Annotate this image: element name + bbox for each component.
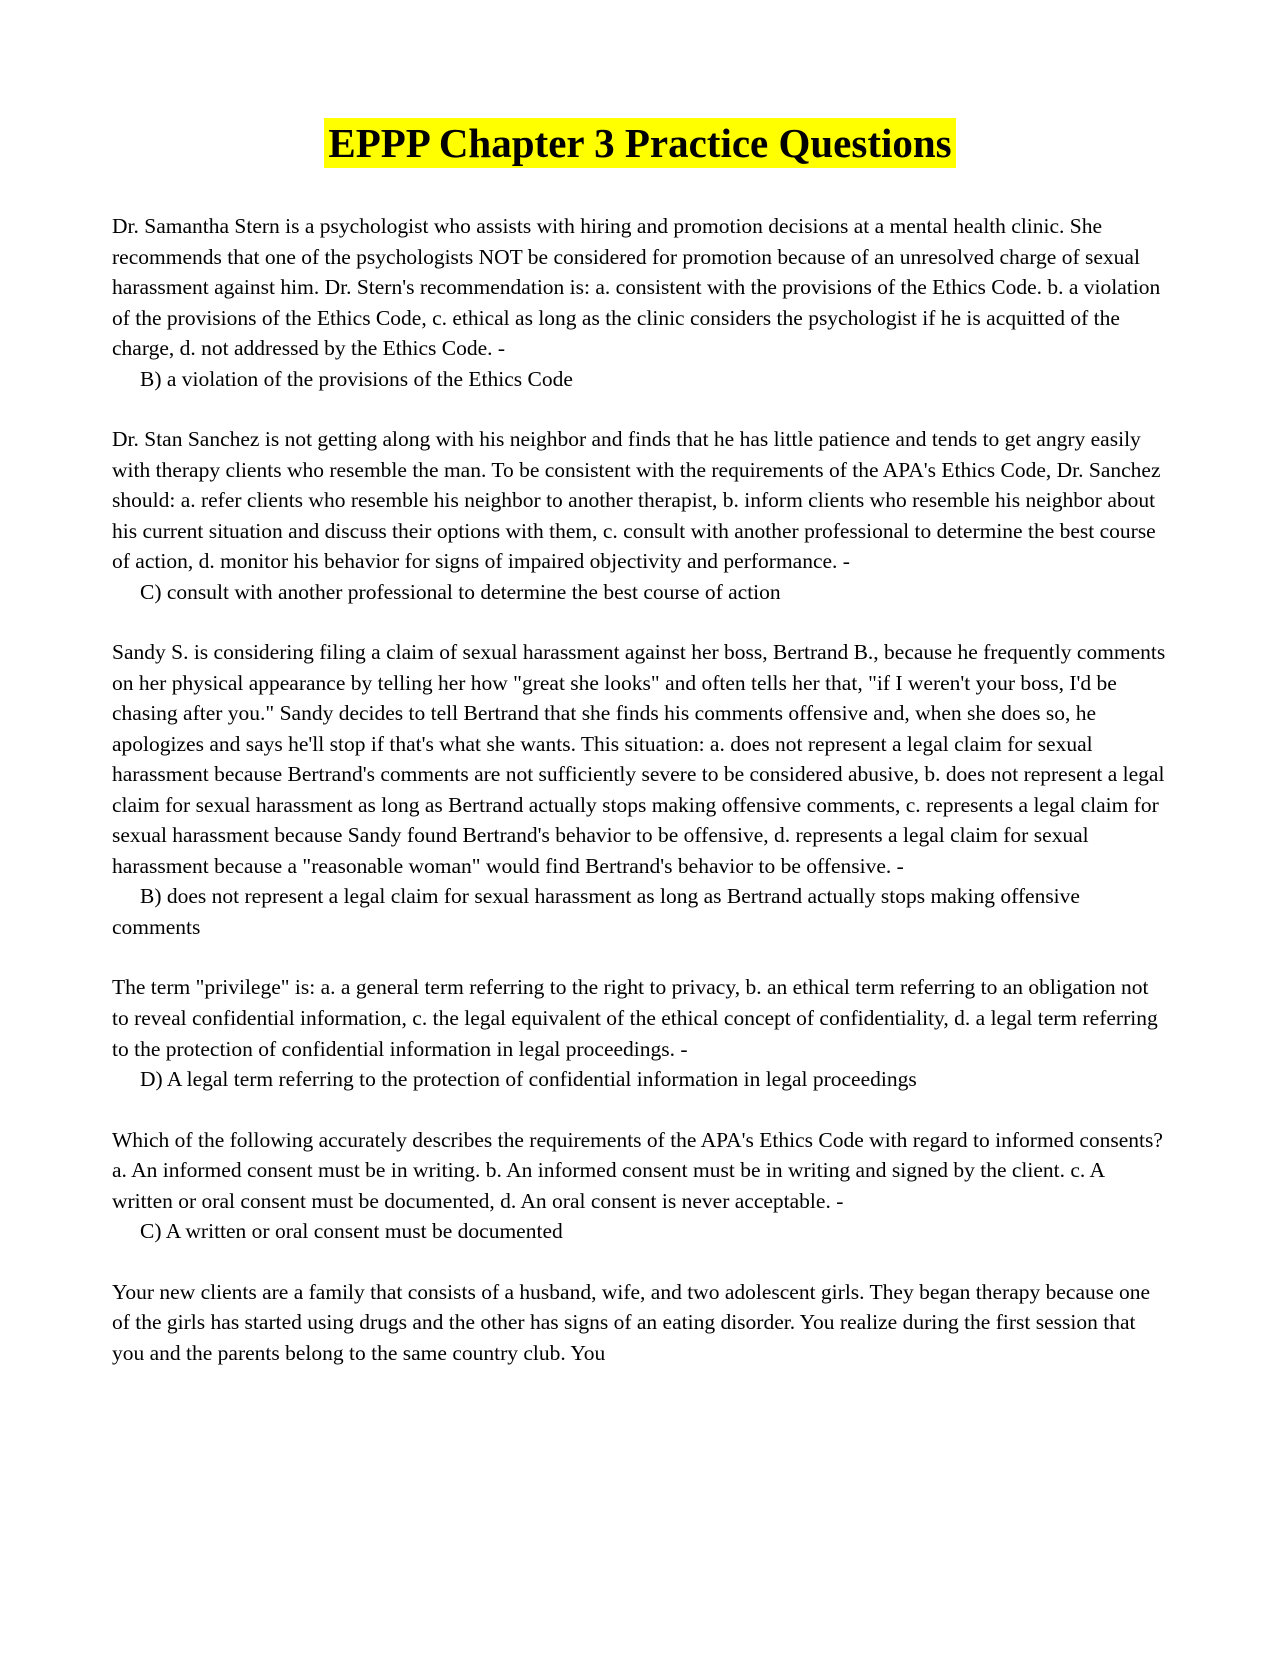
- qa-block: [112, 972, 1168, 1094]
- answer-text: C) A written or oral consent must be documented: [140, 1219, 563, 1244]
- qa-block: [112, 1125, 1168, 1247]
- question-text: Which of the following accurately describes the requirements of the APA's Ethics Code with regard to informed consents? a. An informed consent must be in writing. b. An informed consent must be in writing and signed by the client. c. A written or oral consent must be documented, d. An oral consent is never acceptable. -: [112, 1127, 1163, 1213]
- question-text: The term "privilege" is: a. a general term referring to the right to privacy, b. an ethical term referring to an obligation not to reveal confidential information, c. the legal equivalent of the ethical concept of confidentiality, d. a legal term referring to the protection of confidential information in legal proceedings. -: [112, 975, 1158, 1061]
- question-text: Your new clients are a family that consists of a husband, wife, and two adolescent girls. They began therapy because one of the girls has started using drugs and the other has signs of an eating disorder. You realize during the first session that you and the parents belong to the same country club. You: [112, 1279, 1151, 1365]
- qa-block: [112, 211, 1168, 394]
- answer-text: B) a violation of the provisions of the Ethics Code: [140, 366, 573, 391]
- answer-text: B) does not represent a legal claim for sexual harassment as long as Bertrand actually stops making offensive comments: [112, 884, 1080, 939]
- page-title: [112, 120, 1168, 167]
- answer-text: C) consult with another professional to determine the best course of action: [140, 579, 781, 604]
- qa-block: [112, 424, 1168, 607]
- question-text: Sandy S. is considering filing a claim of sexual harassment against her boss, Bertrand B., because he frequently comments on her physical appearance by telling her how "great she looks" and often tells her that, "if I weren't your boss, I'd be chasing after you." Sandy decides to tell Bertrand that she finds his comments offensive and, when she does so, he apologizes and says he'll stop if that's what she wants. This situation: a. does not represent a legal claim for sexual harassment because Bertrand's comments are not sufficiently severe to be considered abusive, b. does not represent a legal claim for sexual harassment as long as Bertrand actually stops making offensive comments, c. represents a legal claim for sexual harassment because Sandy found Bertrand's behavior to be offensive, d. represents a legal claim for sexual harassment because a "reasonable woman" would find Bertrand's behavior to be offensive. -: [112, 640, 1166, 878]
- qa-block: [112, 1277, 1168, 1369]
- question-text: Dr. Samantha Stern is a psychologist who assists with hiring and promotion decisions at a mental health clinic. She recommends that one of the psychologists NOT be considered for promotion because of an unresolved charge of sexual harassment against him. Dr. Stern's recommendation is: a. consistent with the provisions of the Ethics Code. b. a violation of the provisions of the Ethics Code, c. ethical as long as the clinic considers the psychologist if he is acquitted of the charge, d. not addressed by the Ethics Code. -: [112, 214, 1161, 361]
- qa-block: [112, 637, 1168, 942]
- page-title-text: EPPP Chapter 3 Practice Questions: [324, 118, 955, 168]
- answer-text: D) A legal term referring to the protection of confidential information in legal proceedings: [140, 1067, 917, 1092]
- question-text: Dr. Stan Sanchez is not getting along with his neighbor and finds that he has little patience and tends to get angry easily with therapy clients who resemble the man. To be consistent with the requirements of the APA's Ethics Code, Dr. Sanchez should: a. refer clients who resemble his neighbor to another therapist, b. inform clients who resemble his neighbor about his current situation and discuss their options with them, c. consult with another professional to determine the best course of action, d. monitor his behavior for signs of impaired objectivity and performance. -: [112, 427, 1161, 574]
